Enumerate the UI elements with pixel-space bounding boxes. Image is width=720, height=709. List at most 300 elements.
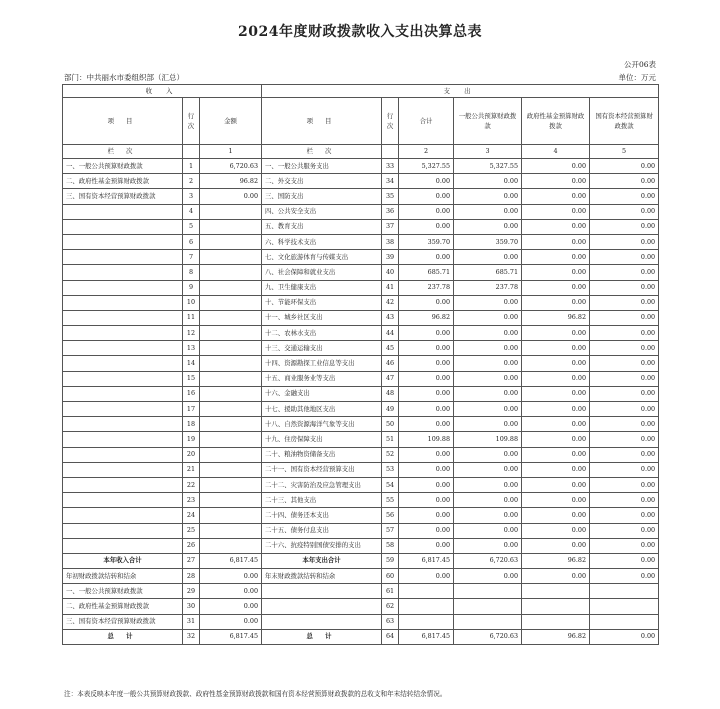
expense-row-no-cell: 64 — [382, 629, 399, 644]
income-item-cell — [63, 341, 183, 356]
fund-budget-cell: 0.00 — [522, 462, 590, 477]
total-cell: 0.00 — [399, 326, 454, 341]
income-amount-cell — [200, 462, 262, 477]
expense-row-no-cell: 35 — [382, 189, 399, 204]
income-item-cell — [63, 310, 183, 325]
footnote: 注：本表反映本年度一般公共预算财政拨款、政府性基金预算财政拨款和国有资本经营预算财政拨款的总收支和年末结转结余情况。 — [64, 690, 447, 698]
general-budget-cell: 0.00 — [454, 386, 522, 401]
expense-item-cell: 二十六、抗疫特别国债安排的支出 — [262, 538, 382, 553]
general-budget-cell: 0.00 — [454, 250, 522, 265]
expense-item-cell: 十二、农林水支出 — [262, 326, 382, 341]
soe-budget-cell: 0.00 — [590, 234, 659, 249]
soe-budget-cell: 0.00 — [590, 174, 659, 189]
general-budget-cell: 0.00 — [454, 356, 522, 371]
table-row — [63, 280, 659, 295]
income-amount-cell — [200, 447, 262, 462]
income-amount-cell: 6,817.45 — [200, 629, 262, 644]
soe-budget-cell — [590, 614, 659, 629]
general-budget-cell: 0.00 — [454, 523, 522, 538]
total-cell: 0.00 — [399, 523, 454, 538]
fund-budget-cell: 0.00 — [522, 189, 590, 204]
income-row-no-cell: 13 — [183, 341, 200, 356]
expense-row-no-cell: 56 — [382, 508, 399, 523]
income-item-cell — [63, 356, 183, 371]
general-budget-cell: 0.00 — [454, 204, 522, 219]
expense-row-no-cell: 59 — [382, 553, 399, 568]
column-index-row — [63, 145, 659, 159]
fund-budget-cell: 0.00 — [522, 219, 590, 234]
expense-item-cell — [262, 614, 382, 629]
expense-item-cell: 十五、商业服务业等支出 — [262, 371, 382, 386]
expense-item-cell: 年末财政拨款结转和结余 — [262, 569, 382, 584]
fund-budget-cell: 0.00 — [522, 523, 590, 538]
soe-budget-cell: 0.00 — [590, 341, 659, 356]
income-index-label: 栏 次 — [63, 145, 183, 159]
income-item-cell — [63, 280, 183, 295]
expense-item-cell: 一、一般公共服务支出 — [262, 159, 382, 174]
expense-item-cell: 十、节能环保支出 — [262, 295, 382, 310]
fund-budget-header: 政府性基金预算财政拨款 — [522, 98, 590, 145]
table-row — [63, 386, 659, 401]
total-cell: 0.00 — [399, 174, 454, 189]
soe-budget-cell: 0.00 — [590, 250, 659, 265]
expense-item-cell: 十九、住房保障支出 — [262, 432, 382, 447]
table-row — [63, 371, 659, 386]
total-cell: 0.00 — [399, 341, 454, 356]
soe-budget-cell: 0.00 — [590, 417, 659, 432]
soe-budget-cell: 0.00 — [590, 295, 659, 310]
income-amount-cell — [200, 234, 262, 249]
total-cell: 359.70 — [399, 234, 454, 249]
table-row — [63, 234, 659, 249]
income-row-no-cell: 29 — [183, 584, 200, 599]
soe-budget-cell: 0.00 — [590, 280, 659, 295]
expense-item-cell: 二、外交支出 — [262, 174, 382, 189]
total-cell: 96.82 — [399, 310, 454, 325]
expense-row-no-cell: 61 — [382, 584, 399, 599]
soe-budget-cell — [590, 584, 659, 599]
expense-row-no-cell: 46 — [382, 356, 399, 371]
soe-budget-cell: 0.00 — [590, 265, 659, 280]
expense-row-no-cell: 36 — [382, 204, 399, 219]
soe-budget-cell — [590, 599, 659, 614]
expense-item-cell: 二十二、灾害防治及应急管理支出 — [262, 477, 382, 492]
expense-row-no-cell: 49 — [382, 402, 399, 417]
general-budget-cell: 0.00 — [454, 326, 522, 341]
fund-budget-cell: 0.00 — [522, 174, 590, 189]
soe-budget-cell: 0.00 — [590, 477, 659, 492]
total-cell: 0.00 — [399, 538, 454, 553]
income-row-no-cell: 5 — [183, 219, 200, 234]
soe-budget-cell: 0.00 — [590, 219, 659, 234]
table-row — [63, 599, 659, 614]
fund-budget-cell: 0.00 — [522, 356, 590, 371]
total-cell: 0.00 — [399, 462, 454, 477]
expense-row-no-cell: 37 — [382, 219, 399, 234]
general-budget-cell: 0.00 — [454, 310, 522, 325]
total-cell: 109.88 — [399, 432, 454, 447]
soe-budget-cell: 0.00 — [590, 386, 659, 401]
table-row — [63, 477, 659, 492]
table-row — [63, 614, 659, 629]
expense-item-cell: 九、卫生健康支出 — [262, 280, 382, 295]
fund-budget-cell: 0.00 — [522, 538, 590, 553]
income-item-cell — [63, 386, 183, 401]
expense-item-cell: 十三、交通运输支出 — [262, 341, 382, 356]
general-budget-cell: 5,327.55 — [454, 159, 522, 174]
total-cell — [399, 584, 454, 599]
income-item-cell — [63, 477, 183, 492]
income-index-amount: 1 — [200, 145, 262, 159]
table-row — [63, 189, 659, 204]
fund-budget-cell: 0.00 — [522, 280, 590, 295]
income-row-no-cell: 23 — [183, 493, 200, 508]
fund-budget-cell: 0.00 — [522, 234, 590, 249]
table-row — [63, 159, 659, 174]
expense-row-no-cell: 41 — [382, 280, 399, 295]
general-budget-cell: 0.00 — [454, 538, 522, 553]
general-budget-cell: 0.00 — [454, 462, 522, 477]
general-budget-cell: 0.00 — [454, 447, 522, 462]
income-row-no-cell: 20 — [183, 447, 200, 462]
budget-table — [62, 84, 659, 645]
fund-budget-cell: 0.00 — [522, 417, 590, 432]
expense-item-cell: 五、教育支出 — [262, 219, 382, 234]
general-budget-cell: 0.00 — [454, 402, 522, 417]
expense-row-no-cell: 40 — [382, 265, 399, 280]
table-row — [63, 432, 659, 447]
income-item-header: 项 目 — [63, 98, 183, 145]
income-row-no-header: 行次 — [183, 98, 200, 145]
general-budget-cell: 0.00 — [454, 417, 522, 432]
total-cell: 0.00 — [399, 569, 454, 584]
soe-budget-cell: 0.00 — [590, 159, 659, 174]
fund-budget-cell: 0.00 — [522, 569, 590, 584]
general-budget-cell: 0.00 — [454, 493, 522, 508]
table-row — [63, 204, 659, 219]
fund-budget-cell: 0.00 — [522, 326, 590, 341]
report-title: 2024年度财政拨款收入支出决算总表 — [238, 24, 482, 40]
general-budget-cell: 237.78 — [454, 280, 522, 295]
soe-budget-cell: 0.00 — [590, 204, 659, 219]
column-header-row — [63, 98, 659, 145]
income-amount-cell — [200, 310, 262, 325]
fund-budget-cell: 0.00 — [522, 341, 590, 356]
total-cell: 0.00 — [399, 508, 454, 523]
expense-item-cell: 六、科学技术支出 — [262, 234, 382, 249]
income-row-no-cell: 22 — [183, 477, 200, 492]
income-item-cell — [63, 295, 183, 310]
expense-row-no-cell: 47 — [382, 371, 399, 386]
total-cell: 0.00 — [399, 219, 454, 234]
expense-row-no-cell: 44 — [382, 326, 399, 341]
fund-budget-cell: 0.00 — [522, 432, 590, 447]
income-row-no-cell: 24 — [183, 508, 200, 523]
general-budget-cell: 6,720.63 — [454, 553, 522, 568]
income-row-no-cell: 19 — [183, 432, 200, 447]
income-row-no-cell: 8 — [183, 265, 200, 280]
general-budget-cell: 0.00 — [454, 371, 522, 386]
income-row-no-cell: 11 — [183, 310, 200, 325]
expense-row-no-cell: 39 — [382, 250, 399, 265]
table-row — [63, 447, 659, 462]
index-total: 2 — [399, 145, 454, 159]
expense-item-cell: 十八、自然资源海洋气象等支出 — [262, 417, 382, 432]
fund-budget-cell: 0.00 — [522, 386, 590, 401]
table-row — [63, 569, 659, 584]
expense-item-cell: 十六、金融支出 — [262, 386, 382, 401]
income-amount-cell — [200, 326, 262, 341]
income-amount-cell — [200, 538, 262, 553]
income-item-cell: 二、政府性基金预算财政拨款 — [63, 174, 183, 189]
income-row-no-cell: 25 — [183, 523, 200, 538]
expense-item-cell: 本年支出合计 — [262, 553, 382, 568]
expense-item-cell: 二十五、债务付息支出 — [262, 523, 382, 538]
income-row-no-cell: 30 — [183, 599, 200, 614]
income-item-cell — [63, 265, 183, 280]
soe-budget-cell: 0.00 — [590, 356, 659, 371]
total-cell: 6,817.45 — [399, 629, 454, 644]
total-cell: 6,817.45 — [399, 553, 454, 568]
soe-budget-cell: 0.00 — [590, 402, 659, 417]
income-amount-cell: 0.00 — [200, 584, 262, 599]
expense-row-no-header: 行次 — [382, 98, 399, 145]
total-cell: 0.00 — [399, 371, 454, 386]
index-fund: 4 — [522, 145, 590, 159]
table-row — [63, 462, 659, 477]
expense-item-cell: 四、公共安全支出 — [262, 204, 382, 219]
fund-budget-cell: 0.00 — [522, 508, 590, 523]
department-label: 部门：中共丽水市委组织部（汇总） — [64, 73, 184, 82]
income-amount-cell — [200, 417, 262, 432]
expense-item-cell: 十七、援助其他地区支出 — [262, 402, 382, 417]
soe-budget-cell: 0.00 — [590, 310, 659, 325]
income-item-cell — [63, 508, 183, 523]
fund-budget-cell: 0.00 — [522, 447, 590, 462]
total-cell: 0.00 — [399, 447, 454, 462]
income-amount-cell: 0.00 — [200, 599, 262, 614]
soe-budget-cell: 0.00 — [590, 432, 659, 447]
general-budget-cell: 0.00 — [454, 189, 522, 204]
income-index-blank — [183, 145, 200, 159]
income-item-cell — [63, 538, 183, 553]
expense-row-no-cell: 63 — [382, 614, 399, 629]
general-budget-cell: 0.00 — [454, 295, 522, 310]
table-row — [63, 250, 659, 265]
income-row-no-cell: 18 — [183, 417, 200, 432]
section-header-row — [63, 85, 659, 98]
unit-label: 单位：万元 — [618, 73, 656, 82]
income-item-cell: 三、国有资本经营预算财政拨款 — [63, 614, 183, 629]
income-amount-cell — [200, 250, 262, 265]
expense-row-no-cell: 60 — [382, 569, 399, 584]
income-item-cell — [63, 417, 183, 432]
total-header: 合计 — [399, 98, 454, 145]
soe-budget-cell: 0.00 — [590, 493, 659, 508]
fund-budget-cell: 0.00 — [522, 493, 590, 508]
income-item-cell — [63, 402, 183, 417]
table-row — [63, 402, 659, 417]
table-row — [63, 417, 659, 432]
income-amount-cell: 6,720.63 — [200, 159, 262, 174]
expense-item-cell: 二十一、国有资本经营预算支出 — [262, 462, 382, 477]
soe-budget-cell: 0.00 — [590, 523, 659, 538]
expense-row-no-cell: 52 — [382, 447, 399, 462]
total-cell: 0.00 — [399, 386, 454, 401]
general-budget-header: 一般公共预算财政拨款 — [454, 98, 522, 145]
soe-budget-cell: 0.00 — [590, 508, 659, 523]
total-cell — [399, 614, 454, 629]
fund-budget-cell: 96.82 — [522, 629, 590, 644]
soe-budget-cell: 0.00 — [590, 326, 659, 341]
income-row-no-cell: 16 — [183, 386, 200, 401]
income-item-cell: 二、政府性基金预算财政拨款 — [63, 599, 183, 614]
index-soe: 5 — [590, 145, 659, 159]
income-amount-cell — [200, 386, 262, 401]
total-cell: 0.00 — [399, 493, 454, 508]
general-budget-cell: 109.88 — [454, 432, 522, 447]
income-item-cell — [63, 204, 183, 219]
income-amount-cell — [200, 523, 262, 538]
table-row — [63, 508, 659, 523]
soe-budget-cell: 0.00 — [590, 447, 659, 462]
income-amount-cell — [200, 219, 262, 234]
expense-item-cell — [262, 599, 382, 614]
table-row — [63, 493, 659, 508]
expense-row-no-cell: 57 — [382, 523, 399, 538]
total-cell: 0.00 — [399, 402, 454, 417]
expense-item-cell: 二十四、债务还本支出 — [262, 508, 382, 523]
general-budget-cell: 685.71 — [454, 265, 522, 280]
soe-budget-cell: 0.00 — [590, 462, 659, 477]
fund-budget-cell: 96.82 — [522, 553, 590, 568]
expense-row-no-cell: 53 — [382, 462, 399, 477]
income-item-cell: 年初财政拨款结转和结余 — [63, 569, 183, 584]
income-item-cell — [63, 523, 183, 538]
income-row-no-cell: 10 — [183, 295, 200, 310]
expense-item-cell: 八、社会保障和就业支出 — [262, 265, 382, 280]
expense-row-no-cell: 51 — [382, 432, 399, 447]
total-cell — [399, 599, 454, 614]
income-row-no-cell: 3 — [183, 189, 200, 204]
fund-budget-cell — [522, 599, 590, 614]
fund-budget-cell: 0.00 — [522, 159, 590, 174]
total-cell: 0.00 — [399, 356, 454, 371]
income-row-no-cell: 26 — [183, 538, 200, 553]
income-row-no-cell: 12 — [183, 326, 200, 341]
income-amount-cell — [200, 356, 262, 371]
general-budget-cell — [454, 599, 522, 614]
income-amount-cell — [200, 493, 262, 508]
table-row — [63, 584, 659, 599]
total-cell: 685.71 — [399, 265, 454, 280]
income-item-cell — [63, 326, 183, 341]
income-row-no-cell: 21 — [183, 462, 200, 477]
table-row — [63, 553, 659, 568]
income-row-no-cell: 15 — [183, 371, 200, 386]
table-row — [63, 629, 659, 644]
income-amount-cell — [200, 508, 262, 523]
income-amount-cell: 0.00 — [200, 614, 262, 629]
income-row-no-cell: 32 — [183, 629, 200, 644]
expense-row-no-cell: 45 — [382, 341, 399, 356]
general-budget-cell: 359.70 — [454, 234, 522, 249]
table-row — [63, 326, 659, 341]
income-row-no-cell: 14 — [183, 356, 200, 371]
expense-row-no-cell: 38 — [382, 234, 399, 249]
expense-section-header: 支 出 — [262, 85, 659, 98]
income-amount-cell: 6,817.45 — [200, 553, 262, 568]
income-row-no-cell: 27 — [183, 553, 200, 568]
general-budget-cell: 6,720.63 — [454, 629, 522, 644]
expense-item-cell: 二十、粮油物资储备支出 — [262, 447, 382, 462]
expense-item-cell: 七、文化旅游体育与传媒支出 — [262, 250, 382, 265]
fund-budget-cell: 0.00 — [522, 250, 590, 265]
expense-item-cell: 十四、资源勘探工业信息等支出 — [262, 356, 382, 371]
income-amount-cell: 0.00 — [200, 569, 262, 584]
table-row — [63, 219, 659, 234]
income-row-no-cell: 2 — [183, 174, 200, 189]
income-row-no-cell: 31 — [183, 614, 200, 629]
income-row-no-cell: 28 — [183, 569, 200, 584]
total-cell: 0.00 — [399, 250, 454, 265]
expense-row-no-cell: 43 — [382, 310, 399, 325]
total-cell: 5,327.55 — [399, 159, 454, 174]
income-item-cell: 一、一般公共预算财政拨款 — [63, 584, 183, 599]
soe-budget-cell: 0.00 — [590, 371, 659, 386]
total-cell: 0.00 — [399, 295, 454, 310]
fund-budget-cell: 0.00 — [522, 477, 590, 492]
income-item-cell — [63, 493, 183, 508]
soe-budget-cell: 0.00 — [590, 569, 659, 584]
expense-index-label: 栏 次 — [262, 145, 382, 159]
income-row-no-cell: 1 — [183, 159, 200, 174]
income-row-no-cell: 7 — [183, 250, 200, 265]
general-budget-cell: 0.00 — [454, 341, 522, 356]
income-row-no-cell: 17 — [183, 402, 200, 417]
income-item-cell — [63, 371, 183, 386]
expense-item-cell — [262, 584, 382, 599]
income-amount-cell — [200, 402, 262, 417]
income-row-no-cell: 4 — [183, 204, 200, 219]
income-amount-cell: 0.00 — [200, 189, 262, 204]
table-row — [63, 310, 659, 325]
income-item-cell: 本年收入合计 — [63, 553, 183, 568]
fund-budget-cell — [522, 584, 590, 599]
fund-budget-cell — [522, 614, 590, 629]
form-code: 公开06表 — [623, 60, 656, 69]
income-item-cell — [63, 234, 183, 249]
soe-budget-cell: 0.00 — [590, 629, 659, 644]
expense-index-blank — [382, 145, 399, 159]
expense-item-cell: 十一、城乡社区支出 — [262, 310, 382, 325]
general-budget-cell: 0.00 — [454, 219, 522, 234]
general-budget-cell: 0.00 — [454, 477, 522, 492]
general-budget-cell: 0.00 — [454, 508, 522, 523]
income-amount-cell — [200, 341, 262, 356]
table-row — [63, 295, 659, 310]
table-row — [63, 265, 659, 280]
table-row — [63, 174, 659, 189]
total-cell: 0.00 — [399, 189, 454, 204]
income-amount-cell — [200, 295, 262, 310]
expense-item-cell: 三、国防支出 — [262, 189, 382, 204]
total-cell: 0.00 — [399, 417, 454, 432]
income-row-no-cell: 6 — [183, 234, 200, 249]
expense-row-no-cell: 34 — [382, 174, 399, 189]
income-amount-header: 金额 — [200, 98, 262, 145]
expense-row-no-cell: 48 — [382, 386, 399, 401]
